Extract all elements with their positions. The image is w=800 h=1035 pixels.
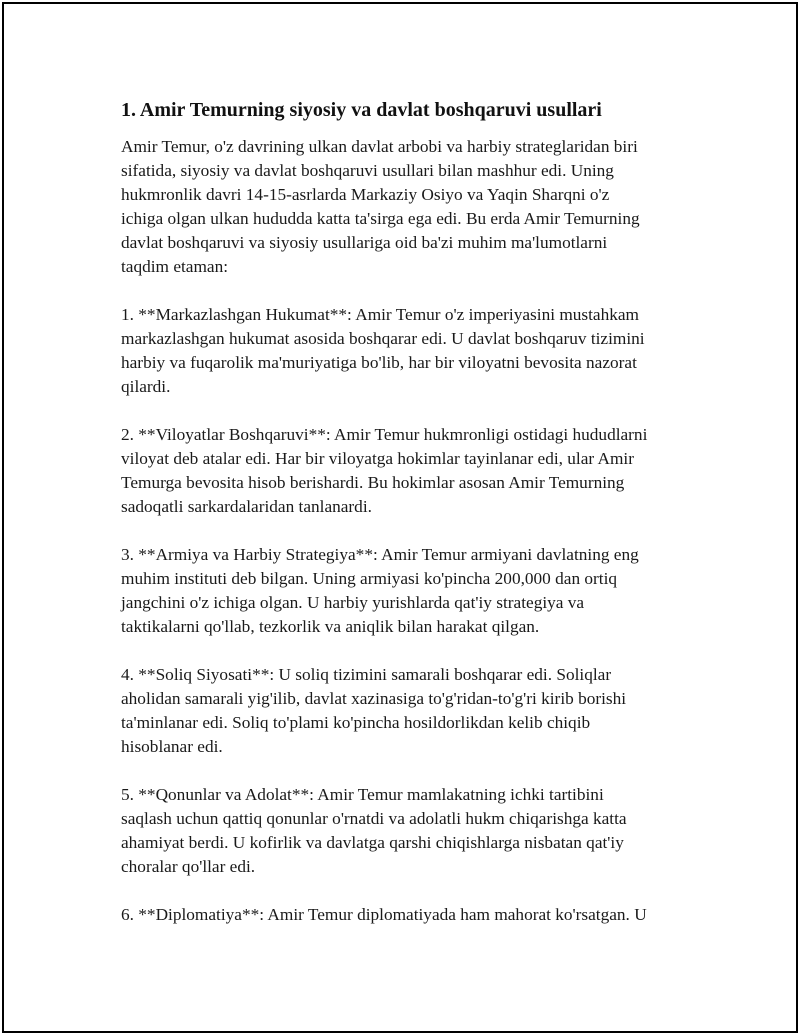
document-title: 1. Amir Temurning siyosiy va davlat boshqaruvi usullari <box>121 99 602 121</box>
document-body <box>121 96 701 951</box>
paragraph-viloyatlar-boshqaruvi: 2. **Viloyatlar Boshqaruvi**: Amir Temur hukmronligi ostidagi hududlarni viloyat deb atalar edi. Har bir viloyatga hokimlar tayinlanar edi, ular Amir Temurga bevosita hisob berishardi. Bu hokimlar asosan Amir Temurning sadoqatli sarkardalaridan tanlanardi. <box>121 425 648 516</box>
paragraph-qonunlar-adolat: 5. **Qonunlar va Adolat**: Amir Temur mamlakatning ichki tartibini saqlash uchun qattiq qonunlar o'rnatdi va adolatli hukm chiqarishga katta ahamiyat berdi. U kofirlik va davlatga qarshi chiqishlarga nisbatan qat'iy choralar qo'llar edi. <box>121 785 627 876</box>
paragraph-soliq-siyosati: 4. **Soliq Siyosati**: U soliq tizimini samarali boshqarar edi. Soliqlar aholidan samarali yig'ilib, davlat xazinasiga to'g'ridan-to'g'ri kirib borishi ta'minlanar edi. Soliq to'plami ko'pincha hosildorlikdan kelib chiqib hisoblanar edi. <box>121 665 627 756</box>
page-frame <box>2 2 798 1033</box>
paragraph-armiya-harbiy-strategiya: 3. **Armiya va Harbiy Strategiya**: Amir Temur armiyani davlatning eng muhim instituti deb bilgan. Uning armiyasi ko'pincha 200,000 dan ortiq jangchini o'z ichiga olgan. U harbiy yurishlarda qat'iy strategiya va taktikalarni qo'llab, tezkorlik va aniqlik bilan harakat qilgan. <box>121 545 639 636</box>
paragraph-markazlashgan-hukumat: 1. **Markazlashgan Hukumat**: Amir Temur o'z imperiyasini mustahkam markazlashgan hukumat asosida boshqarar edi. U davlat boshqaruv tizimini harbiy va fuqarolik ma'muriyatiga bo'lib, har bir viloyatni bevosita nazorat qilardi. <box>121 305 645 396</box>
intro-paragraph: Amir Temur, o'z davrining ulkan davlat arbobi va harbiy strateglaridan biri sifatida, siyosiy va davlat boshqaruvi usullari bilan mashhur edi. Uning hukmronlik davri 14-15-asrlarda Markaziy Osiyo va Yaqin Sharqni o'z ichiga olgan ulkan hududda katta ta'sirga ega edi. Bu erda Amir Temurning davlat boshqaruvi va siyosiy usullariga oid ba'zi muhim ma'lumotlarni taqdim etaman: <box>121 137 640 276</box>
paragraph-diplomatiya: 6. **Diplomatiya**: Amir Temur diplomatiyada ham mahorat ko'rsatgan. U <box>121 905 647 924</box>
